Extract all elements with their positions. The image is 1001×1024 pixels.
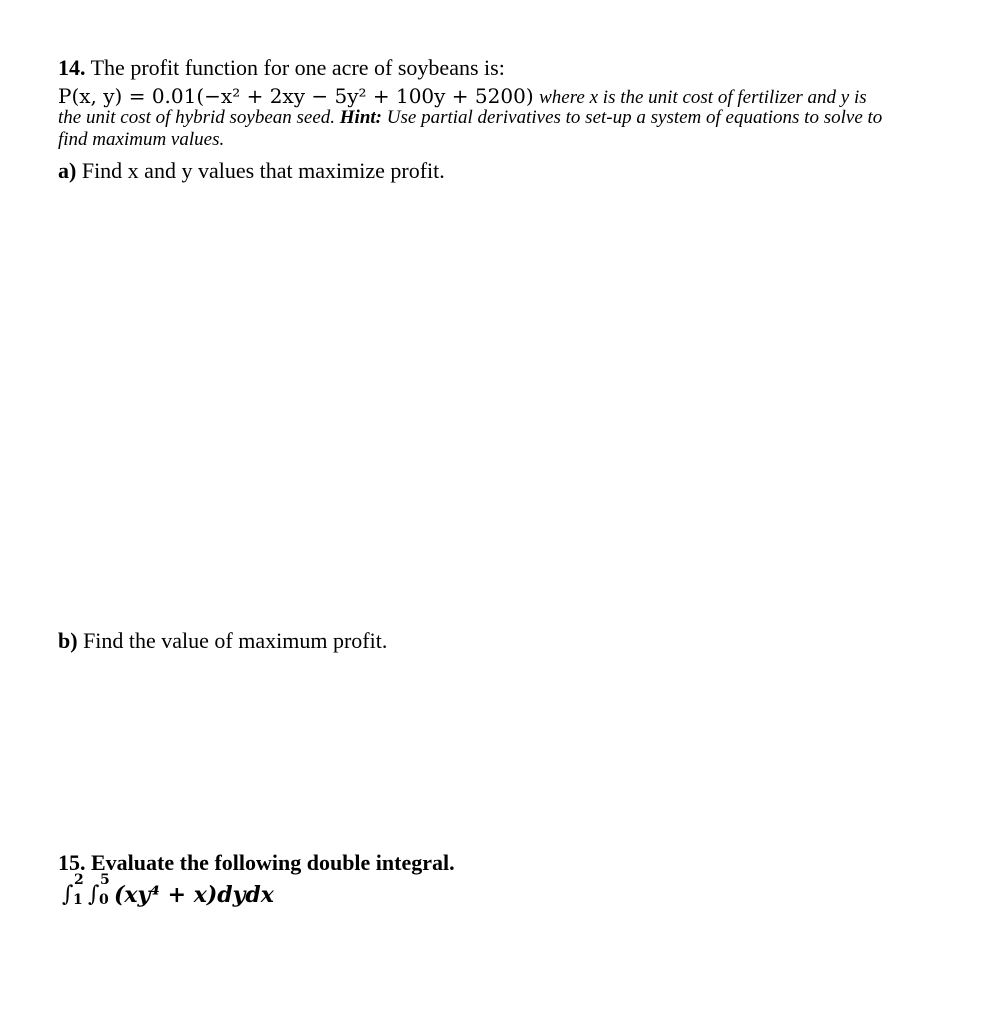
part-b: [58, 628, 971, 654]
part-a-label: a): [58, 158, 77, 183]
question-15-heading: 15. Evaluate the following double integral.: [58, 850, 455, 875]
question-number: 14.: [58, 55, 86, 80]
part-a-text: Find x and y values that maximize profit.: [81, 158, 445, 183]
part-b-label: b): [58, 628, 78, 653]
formula-note: where x is the unit cost of fertilizer and y is: [539, 87, 867, 108]
desc-line2-b: Use partial derivatives to set-up a system of equations to solve to: [386, 107, 883, 128]
double-integral: [62, 874, 971, 924]
outer-upper-limit: 2: [74, 872, 84, 888]
profit-formula: P(x, y) = 0.01(−x² + 2xy − 5y² + 100y + 5200): [58, 84, 534, 108]
question-14-heading: [58, 55, 971, 81]
inner-upper-limit: 5: [100, 872, 110, 888]
inner-lower-limit: 0: [99, 892, 109, 908]
inner-integral-sign: ∫ 5 0: [88, 872, 110, 908]
hint-label: Hint:: [339, 107, 383, 128]
desc-line3: find maximum values.: [58, 129, 225, 150]
integrand: (xy⁴ + x)dydx: [114, 882, 274, 908]
part-b-text: Find the value of maximum profit.: [83, 628, 388, 653]
desc-line2-a: the unit cost of hybrid soybean seed.: [58, 107, 336, 128]
part-a: [58, 158, 971, 184]
outer-integral-sign: ∫ 2 1: [62, 872, 84, 908]
question-description: [58, 107, 971, 151]
outer-lower-limit: 1: [73, 892, 83, 908]
question-intro: The profit function for one acre of soybeans is:: [90, 55, 505, 80]
